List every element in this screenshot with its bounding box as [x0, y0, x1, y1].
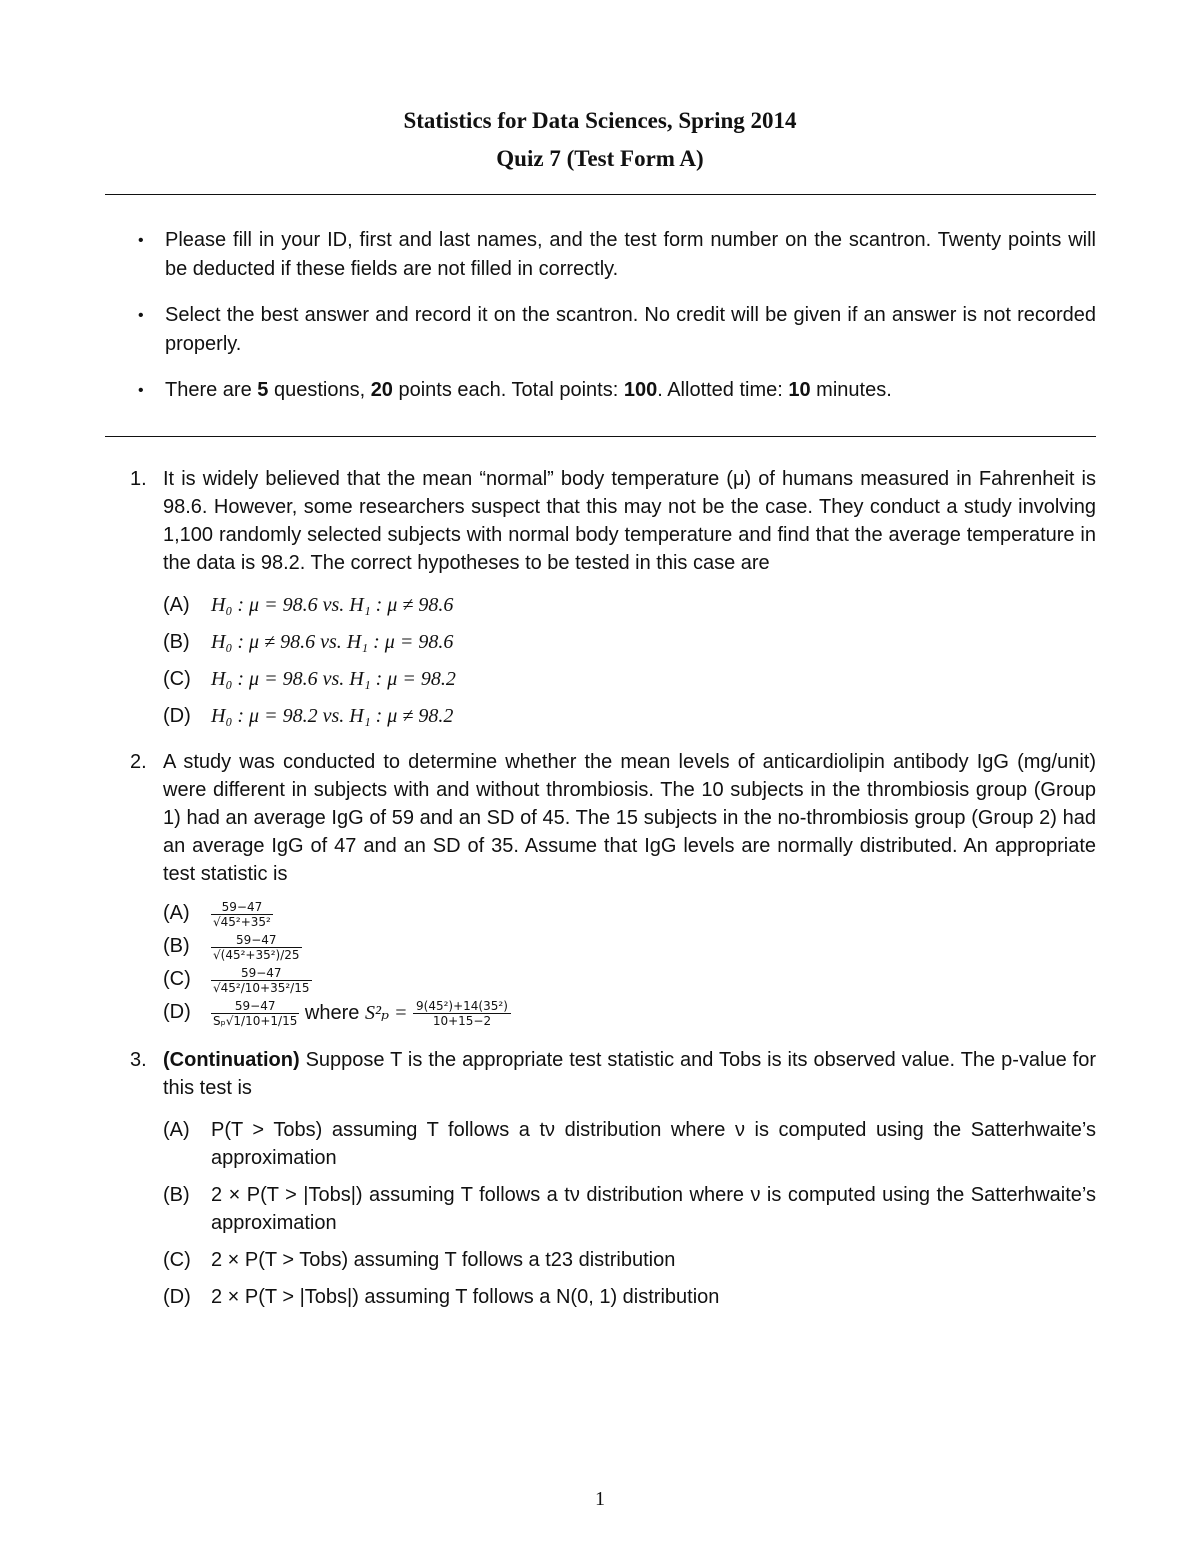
option-label: (B) — [163, 935, 190, 957]
option-text: H₀ : μ = 98.6 vs. H₁ : μ ≠ 98.6 — [211, 594, 454, 616]
option-label: (A) — [163, 594, 190, 616]
question-number: 3. — [130, 1049, 147, 1071]
question-text: A study was conducted to determine whether the mean levels of anticardiolipin antibody IgG (mg/unit) were different in subjects with and without thrombiosis. The 10 subjects in the thrombiosis group (Group 1) had an average IgG of 59 and an SD of 45. The 15 subjects in the no-thrombiosis group (Group 2) had an average IgG of 47 and an SD of 35. Assume that IgG levels are normally distributed. An appropriate test statistic is — [163, 751, 1096, 885]
instruction-item — [138, 301, 1096, 359]
option-text: H₀ : μ = 98.2 vs. H₁ : μ ≠ 98.2 — [211, 705, 454, 727]
pooled-variance-label: S²ₚ = — [364, 1001, 408, 1024]
quiz-title: Quiz 7 (Test Form A) — [496, 146, 704, 171]
option-a — [163, 900, 1096, 929]
option-label: (D) — [163, 1001, 191, 1023]
bullet-icon: • — [138, 232, 144, 249]
instruction-item — [138, 376, 1096, 405]
formula-fraction — [211, 999, 299, 1028]
option-label: (C) — [163, 968, 191, 990]
option-text: H₀ : μ = 98.6 vs. H₁ : μ = 98.2 — [211, 668, 456, 690]
points-each: 20 — [370, 379, 393, 401]
bullet-icon: • — [138, 382, 144, 399]
formula-fraction — [211, 966, 312, 995]
option-b — [163, 933, 1096, 962]
option-a — [163, 1116, 1096, 1172]
option-text: 2 × P(T > |Tobs|) assuming T follows a tν distribution where ν is computed using the Satterhwaite’s approximation — [211, 1184, 1096, 1234]
question-number: 1. — [130, 468, 147, 490]
pooled-variance-fraction — [413, 999, 511, 1028]
formula-fraction — [211, 900, 273, 929]
option-d — [163, 1283, 1096, 1311]
answer-options — [163, 1116, 1096, 1311]
fraction-denominator: √45²/10+35²/15 — [213, 981, 310, 995]
answer-options — [163, 900, 1096, 1028]
question-3 — [130, 1046, 1096, 1311]
option-text: H₀ : μ ≠ 98.6 vs. H₁ : μ = 98.6 — [211, 631, 454, 653]
fraction-denominator: √45²+35² — [213, 915, 271, 929]
option-c — [163, 1246, 1096, 1274]
questions-list — [130, 465, 1096, 1329]
bullet-icon: • — [138, 307, 144, 324]
fraction-denominator: Sₚ√1/10+1/15 — [213, 1014, 298, 1028]
bottom-divider — [105, 436, 1096, 437]
total-points: 100 — [623, 379, 658, 401]
option-d — [163, 999, 1096, 1028]
allotted-time: 10 — [788, 379, 811, 401]
course-title: Statistics for Data Sciences, Spring 2014 — [403, 108, 797, 133]
question-count: 5 — [257, 379, 269, 401]
fraction-numerator: 59−47 — [211, 900, 273, 915]
top-divider — [105, 194, 1096, 195]
option-c — [163, 665, 1096, 693]
question-2 — [130, 748, 1096, 1028]
question-text: (Continuation) Suppose T is the appropriate test statistic and Tobs is its observed value. The p-value for this test is — [163, 1049, 1096, 1099]
fraction-numerator: 59−47 — [211, 933, 302, 948]
instruction-text: Select the best answer and record it on the scantron. No credit will be given if an answer is not recorded properly. — [165, 304, 1096, 355]
option-label: (B) — [163, 631, 190, 653]
option-a — [163, 591, 1096, 619]
continuation-label: (Continuation) — [163, 1049, 300, 1071]
answer-options — [163, 591, 1096, 730]
option-label: (B) — [163, 1184, 190, 1206]
question-text: It is widely believed that the mean “normal” body temperature (μ) of humans measured in Fahrenheit is 98.6. However, some researchers suspect that this may not be the case. They conduct a study involving 1,100 randomly selected subjects with normal body temperature and find that the average temperature in the data is 98.2. The correct hypotheses to be tested in this case are — [163, 468, 1096, 574]
option-label: (A) — [163, 1119, 190, 1141]
formula-fraction — [211, 933, 302, 962]
fraction-denominator: √(45²+35²)/25 — [213, 948, 300, 962]
instruction-text: Please fill in your ID, first and last names, and the test form number on the scantron. Twenty points will be deducted if these fields are not filled in correctly. — [165, 229, 1096, 280]
instruction-item — [138, 226, 1096, 284]
instruction-text: There are 5 questions, 20 points each. Total points: 100. Allotted time: 10 minutes. — [165, 379, 892, 401]
option-label: (D) — [163, 1286, 191, 1308]
option-d — [163, 702, 1096, 730]
option-label: (A) — [163, 902, 190, 924]
where-label: where — [304, 1001, 360, 1024]
question-number: 2. — [130, 751, 147, 773]
option-b — [163, 1181, 1096, 1237]
fraction-numerator: 59−47 — [211, 966, 312, 981]
option-text: 2 × P(T > Tobs) assuming T follows a t23 distribution — [211, 1249, 676, 1271]
option-label: (C) — [163, 1249, 191, 1271]
question-1 — [130, 465, 1096, 730]
fraction-numerator: 59−47 — [211, 999, 299, 1014]
option-text: P(T > Tobs) assuming T follows a tν distribution where ν is computed using the Satterhwaite’s approximation — [211, 1119, 1096, 1169]
fraction-numerator: 9(45²)+14(35²) — [413, 999, 511, 1014]
option-c — [163, 966, 1096, 995]
option-b — [163, 628, 1096, 656]
option-label: (C) — [163, 668, 191, 690]
fraction-denominator: 10+15−2 — [432, 1014, 492, 1028]
instructions-list — [138, 226, 1096, 422]
page-number: 1 — [595, 1488, 605, 1510]
option-text: 2 × P(T > |Tobs|) assuming T follows a N(0, 1) distribution — [211, 1286, 720, 1308]
option-label: (D) — [163, 705, 191, 727]
